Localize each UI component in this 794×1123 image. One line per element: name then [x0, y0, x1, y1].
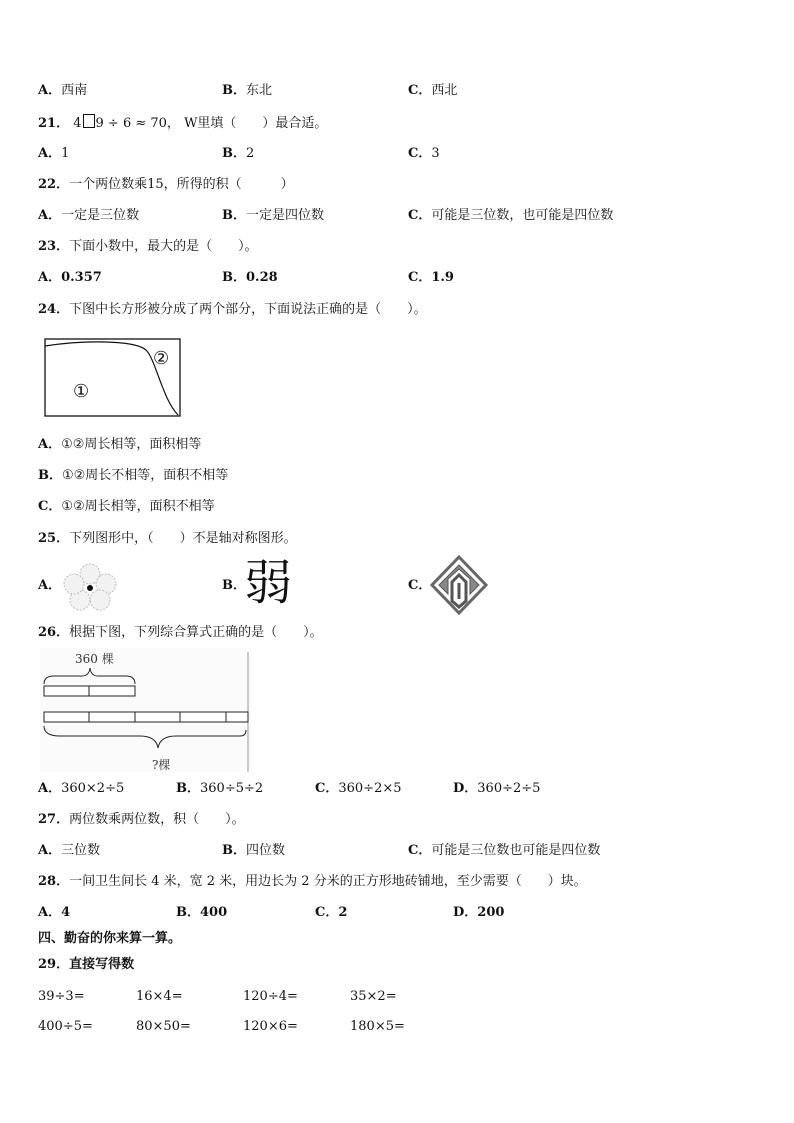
- q24-option-a: A．①②周长相等，面积相等: [38, 437, 202, 452]
- q28-question: 28．一间卫生间长 4 米，宽 2 米，用边长为 2 分米的正方形地砖铺地，至少需要（ ）块。: [38, 874, 587, 889]
- calc-item: 120×6=: [243, 1019, 298, 1034]
- calc-item: 39÷3=: [38, 989, 85, 1004]
- weak-character-figure: 弱: [244, 555, 293, 611]
- q23-question: 23．下面小数中，最大的是（ ）。: [38, 239, 258, 254]
- q27-question: 27．两位数乘两位数，积（ ）。: [38, 812, 245, 827]
- q24-option-c: C．①②周长相等，面积不相等: [38, 499, 215, 514]
- bottom-brace-label: ?棵: [152, 758, 171, 772]
- q20-option-c: C．西北: [408, 83, 458, 98]
- section-4-title: 四、勤奋的你来算一算。: [38, 931, 182, 946]
- region-2-label: ②: [153, 348, 170, 369]
- q26-option-b: B．360÷5÷2: [176, 781, 264, 796]
- q25-question: 25．下列图形中，（ ）不是轴对称图形。: [38, 531, 297, 546]
- q26-option-d: D．360÷2÷5: [453, 781, 541, 796]
- calc-item: 16×4=: [136, 989, 183, 1004]
- q28-option-c: C．2: [315, 905, 348, 920]
- q20-option-a: A．西南: [38, 83, 88, 98]
- top-brace-label: 360 棵: [75, 652, 114, 666]
- maze-logo-icon: [430, 555, 488, 615]
- q24-question: 24．下图中长方形被分成了两个部分，下面说法正确的是（ ）。: [38, 302, 427, 317]
- q25-option-b-label: B．: [222, 578, 246, 593]
- q21-question: 21． 4 9 ÷ 6 ≈ 70， W里填（ ）最合适。: [38, 116, 328, 131]
- q27-option-a: A．三位数: [38, 843, 101, 858]
- q29-question: 29．直接写得数: [38, 957, 135, 972]
- region-1-label: ①: [73, 381, 90, 402]
- q22-option-a: A．一定是三位数: [38, 208, 140, 223]
- q26-option-c: C．360÷2×5: [315, 781, 402, 796]
- q23-option-a: A．0.357: [38, 270, 102, 285]
- flower-icon: [62, 562, 118, 612]
- q26-question: 26．根据下图，下列综合算式正确的是（ ）。: [38, 625, 323, 640]
- q23-option-b: B．0.28: [222, 270, 278, 285]
- q22-question: 22．一个两位数乘15，所得的积（ ）: [38, 177, 294, 192]
- q21-option-a: A．1: [38, 146, 70, 161]
- q28-option-d: D．200: [453, 905, 505, 920]
- q26-option-a: A．360×2÷5: [38, 781, 125, 796]
- calc-item: 180×5=: [350, 1019, 405, 1034]
- q22-option-b: B．一定是四位数: [222, 208, 325, 223]
- blank-box-icon: [83, 114, 95, 128]
- calc-item: 400÷5=: [38, 1019, 93, 1034]
- q28-option-a: A．4: [38, 905, 71, 920]
- q23-option-c: C．1.9: [408, 270, 454, 285]
- calc-item: 80×50=: [136, 1019, 191, 1034]
- q20-option-b: B．东北: [222, 83, 273, 98]
- q21-option-b: B．2: [222, 146, 255, 161]
- q21-option-c: C．3: [408, 146, 440, 161]
- q24-option-b: B．①②周长不相等，面积不相等: [38, 468, 229, 483]
- tree-segment-diagram: [40, 648, 252, 772]
- calc-item: 35×2=: [350, 989, 397, 1004]
- q27-option-b: B．四位数: [222, 843, 286, 858]
- q28-option-b: B．400: [176, 905, 228, 920]
- q25-option-a-label: A．: [38, 578, 62, 593]
- q27-option-c: C．可能是三位数也可能是四位数: [408, 843, 601, 858]
- calc-item: 120÷4=: [243, 989, 298, 1004]
- q25-option-c-label: C．: [408, 578, 432, 593]
- q22-option-c: C．可能是三位数，也可能是四位数: [408, 208, 614, 223]
